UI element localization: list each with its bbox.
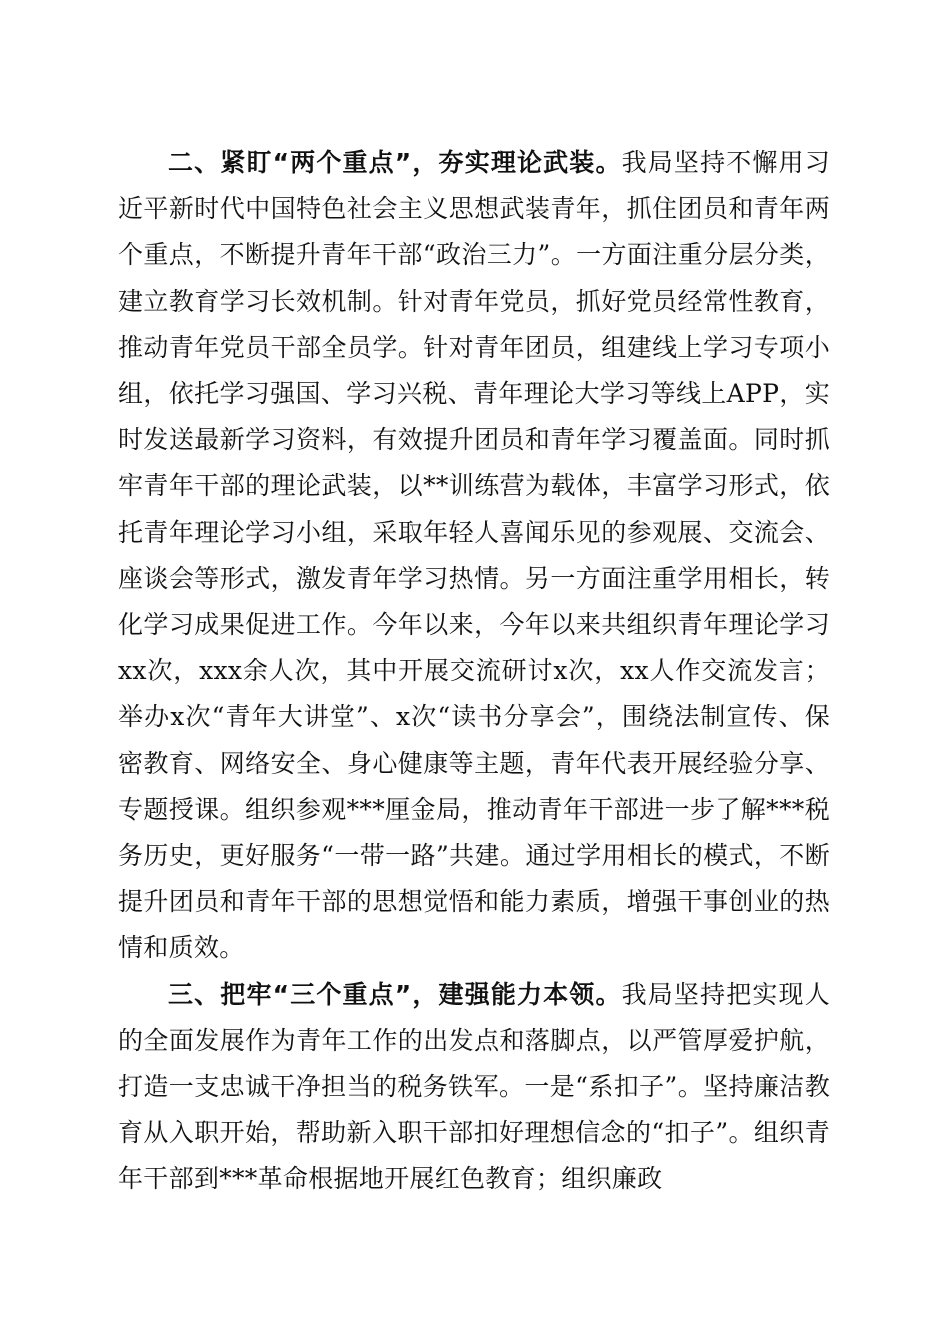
paragraph-section-3 — [118, 972, 830, 1203]
section-2-text: 我局坚持不懈用习近平新时代中国特色社会主义思想武装青年，抓住团员和青年两个重点，不断提升青年干部“政治三力”。一方面注重分层分类，建立教育学习长效机制。针对青年党员，抓好党员经常性教育，推动青年党员干部全员学。针对青年团员，组建线上学习专项小组，依托学习强国、学习兴税、青年理论大学习等线上APP，实时发送最新学习资料，有效提升团员和青年学习覆盖面。同时抓牢青年干部的理论武装，以**训练营为载体，丰富学习形式，依托青年理论学习小组，采取年轻人喜闻乐见的参观展、交流会、座谈会等形式，激发青年学习热情。另一方面注重学用相长，转化学习成果促进工作。今年以来，今年以来共组织青年理论学习xx次，xxx余人次，其中开展交流研讨x次，xx人作交流发言；举办x次“青年大讲堂”、x次“读书分享会”，围绕法制宣传、保密教育、网络安全、身心健康等主题，青年代表开展经验分享、专题授课。组织参观***厘金局，推动青年干部进一步了解***税务历史，更好服务“一带一路”共建。通过学用相长的模式，不断提升团员和青年干部的思想觉悟和能力素质，增强干事创业的热情和质效。 — [118, 148, 830, 963]
document-body — [118, 140, 830, 1203]
section-2-heading: 二、紧盯“两个重点”，夯实理论武装。 — [168, 148, 622, 177]
section-3-text: 我局坚持把实现人的全面发展作为青年工作的出发点和落脚点，以严管厚爱护航，打造一支忠诚干净担当的税务铁军。一是“系扣子”。坚持廉洁教育从入职开始，帮助新入职干部扣好理想信念的“扣子”。组织青年干部到***革命根据地开展红色教育；组织廉政 — [118, 979, 830, 1194]
paragraph-section-2 — [118, 140, 830, 972]
section-3-heading: 三、把牢“三个重点”，建强能力本领。 — [168, 979, 622, 1009]
